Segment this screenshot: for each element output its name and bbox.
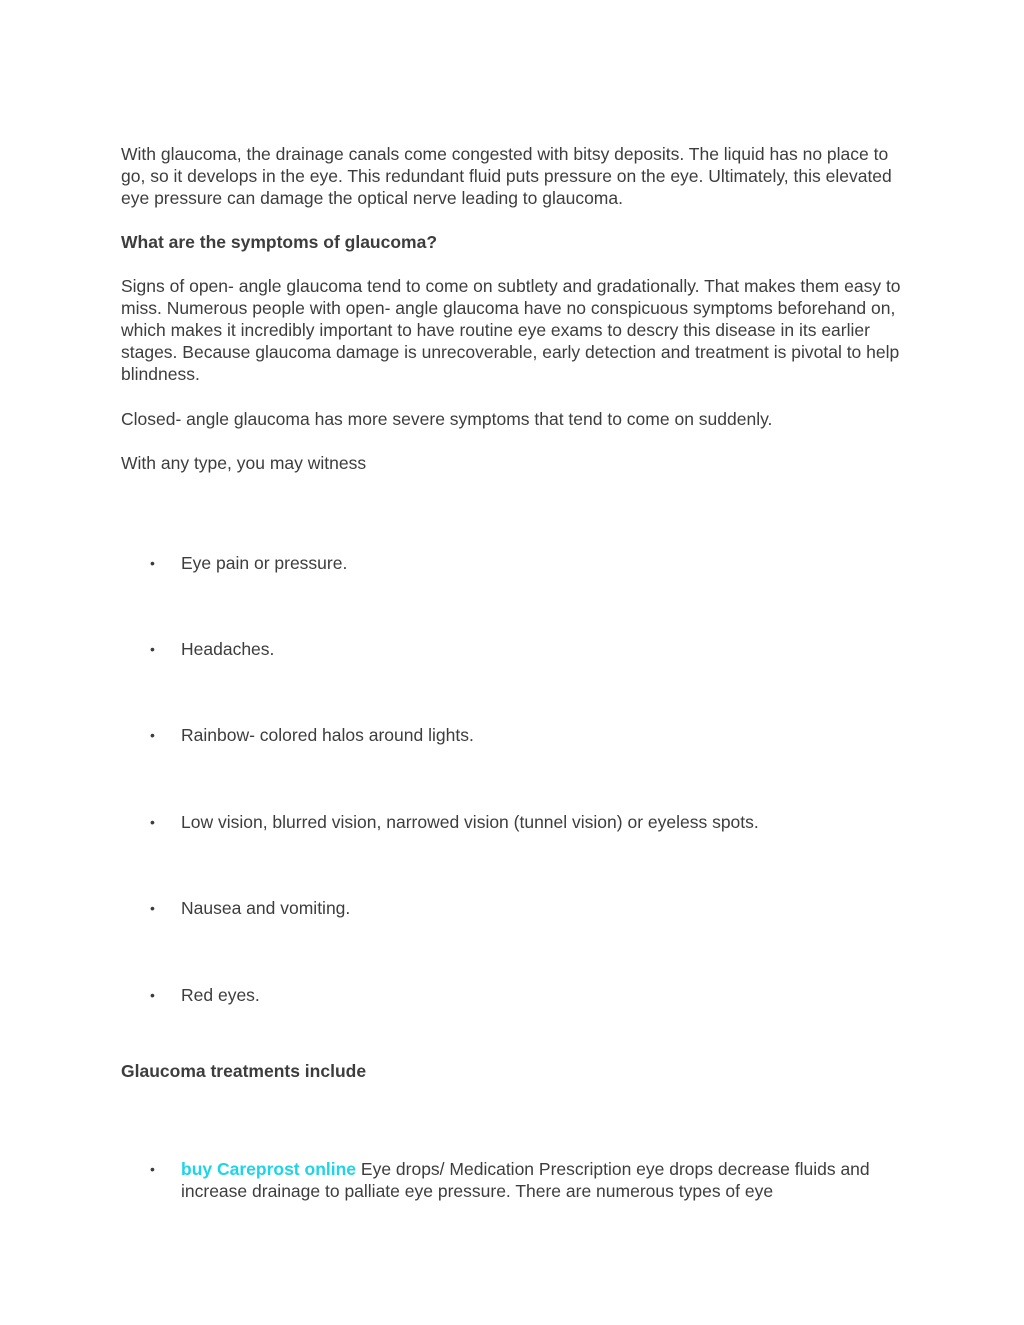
treatment-item-text xyxy=(181,1158,911,1202)
bullet-icon: • xyxy=(150,987,155,1003)
closed-angle-paragraph: Closed- angle glaucoma has more severe symptoms that tend to come on suddenly. xyxy=(121,409,773,429)
list-item-text: Headaches. xyxy=(181,639,275,659)
intro-paragraph: With glaucoma, the drainage canals come congested with bitsy deposits. The liquid has no place to go, so it develops in the eye. This redundant fluid puts pressure on the eye. Ultimately, this elevated eye pressure can damage the optical nerve leading to glaucoma. xyxy=(121,144,892,208)
list-item-text: Nausea and vomiting. xyxy=(181,898,351,918)
any-type-paragraph: With any type, you may witness xyxy=(121,453,367,473)
bullet-icon: • xyxy=(150,641,155,657)
bullet-icon: • xyxy=(150,814,155,830)
list-item-text: Rainbow- colored halos around lights. xyxy=(181,725,474,745)
list-item-text: Red eyes. xyxy=(181,985,260,1005)
treatments-heading: Glaucoma treatments include xyxy=(121,1061,367,1081)
bullet-icon: • xyxy=(150,900,155,916)
buy-careprost-link[interactable]: buy Careprost online xyxy=(181,1159,357,1179)
treatment-description: Eye drops/ Medication Prescription eye drops decrease fluids and increase drainage to palliate eye pressure. There are numerous types of eye xyxy=(181,1159,870,1201)
bullet-icon: • xyxy=(150,727,155,743)
symptoms-heading: What are the symptoms of glaucoma? xyxy=(121,232,438,252)
bullet-icon: • xyxy=(150,1161,155,1177)
open-angle-paragraph: Signs of open- angle glaucoma tend to come on subtlety and gradationally. That makes them easy to miss. Numerous people with open- angle glaucoma have no conspicuous symptoms beforehand on, which makes it incredibly important to have routine eye exams to descry this disease in its earlier stages. Because glaucoma damage is unrecoverable, early detection and treatment is pivotal to help blindness. xyxy=(121,276,901,384)
list-item-text: Eye pain or pressure. xyxy=(181,553,348,573)
list-item-text: Low vision, blurred vision, narrowed vision (tunnel vision) or eyeless spots. xyxy=(181,812,759,832)
bullet-icon: • xyxy=(150,555,155,571)
